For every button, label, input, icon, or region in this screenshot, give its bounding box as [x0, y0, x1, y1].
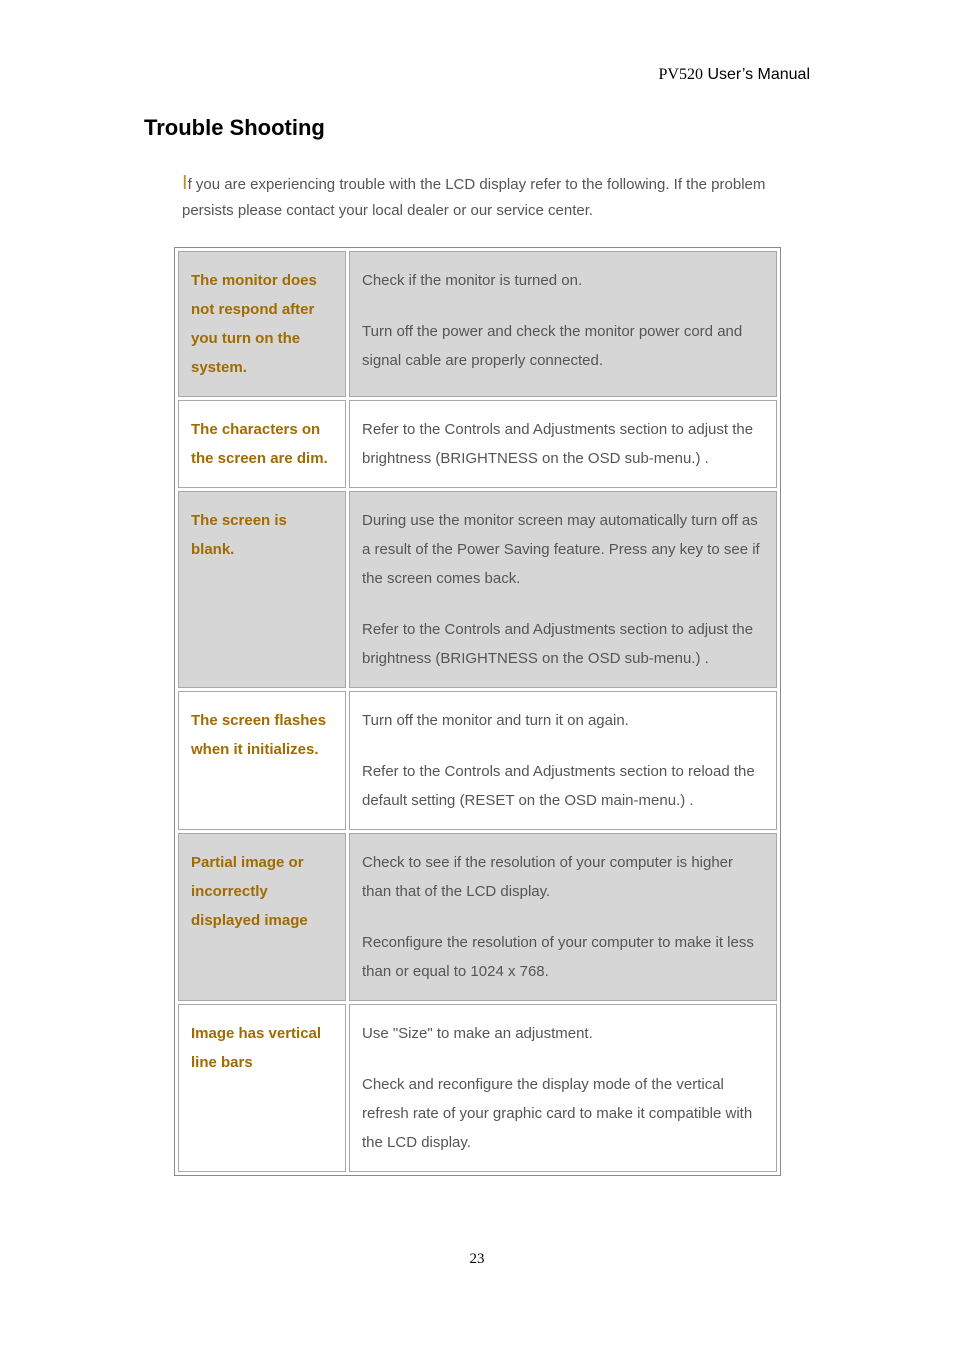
table-row — [178, 691, 777, 830]
problem-cell: The screen is blank. — [178, 491, 346, 688]
page-title: Trouble Shooting — [144, 115, 325, 140]
solution-text: Refer to the Controls and Adjustments section to adjust the brightness (BRIGHTNESS on the OSD sub-menu.) . — [362, 421, 754, 467]
solution-text: Turn off the power and check the monitor power cord and signal cable are properly connected. — [362, 323, 743, 369]
solution-text: Check to see if the resolution of your computer is higher than that of the LCD display. — [362, 854, 734, 900]
table-row — [178, 833, 777, 1001]
table-row — [178, 251, 777, 397]
intro-text: f you are experiencing trouble with the LCD display refer to the following. If the problem persists please contact your local dealer or our service center. — [182, 176, 766, 219]
solution-cell — [349, 251, 777, 397]
problem-cell: The screen flashes when it initializes. — [178, 691, 346, 830]
table-row — [178, 1004, 777, 1172]
solution-text: During use the monitor screen may automatically turn off as a result of the Power Saving feature. Press any key to see if the screen comes back. — [362, 512, 760, 587]
problem-cell: Image has vertical line bars — [178, 1004, 346, 1172]
problem-cell: Partial image or incorrectly displayed image — [178, 833, 346, 1001]
solution-text: Check if the monitor is turned on. — [362, 272, 583, 289]
page-header — [659, 66, 810, 84]
table-row — [178, 491, 777, 688]
solution-text: Check and reconfigure the display mode of the vertical refresh rate of your graphic card to make it compatible with the LCD display. — [362, 1076, 753, 1151]
header-model: PV520 — [658, 66, 703, 83]
problem-cell: The characters on the screen are dim. — [178, 400, 346, 488]
solution-text: Turn off the monitor and turn it on again. — [362, 712, 629, 729]
problem-cell: The monitor does not respond after you turn on the system. — [178, 251, 346, 397]
page-number: 23 — [469, 1251, 485, 1267]
solution-cell — [349, 491, 777, 688]
solution-text: Reconfigure the resolution of your computer to make it less than or equal to 1024 x 768. — [362, 934, 754, 980]
table-row — [178, 400, 777, 488]
solution-text: Refer to the Controls and Adjustments section to adjust the brightness (BRIGHTNESS on the OSD sub-menu.) . — [362, 621, 754, 667]
solution-text: Use "Size" to make an adjustment. — [362, 1025, 593, 1042]
solution-cell — [349, 1004, 777, 1172]
solution-cell — [349, 691, 777, 830]
solution-cell — [349, 833, 777, 1001]
solution-text: Refer to the Controls and Adjustments section to reload the default setting (RESET on the OSD main-menu.) . — [362, 763, 755, 809]
solution-cell — [349, 400, 777, 488]
header-label: User’s Manual — [707, 66, 810, 83]
intro-paragraph — [182, 170, 772, 224]
intro-initial: I — [182, 172, 188, 194]
troubleshooting-table — [174, 247, 781, 1176]
